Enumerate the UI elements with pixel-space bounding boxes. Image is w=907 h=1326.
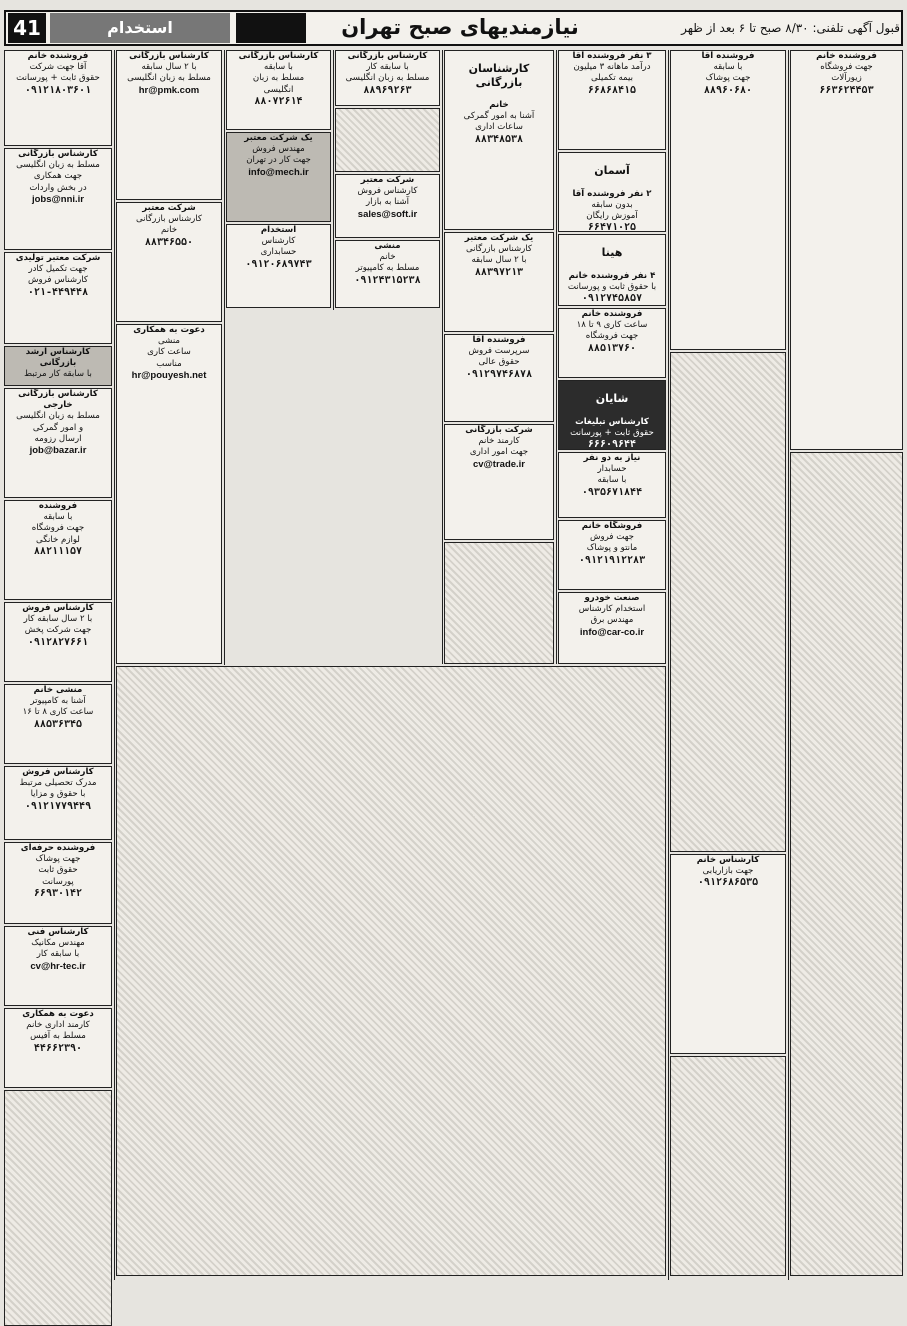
ad-filler — [444, 542, 554, 664]
ad — [335, 240, 440, 308]
ad-text: جهت فروشگاه — [820, 62, 873, 73]
ad-text: ۴ نفر فروشنده خانم — [568, 270, 656, 281]
ad-text: کارشناس ارشد — [25, 347, 91, 357]
ad-text: فروشگاه خانم — [581, 521, 643, 531]
ad-contact[interactable]: ۸۸۵۱۳۷۶۰ — [587, 342, 637, 354]
title: نیازمندیهای صبح تهران — [341, 15, 579, 39]
ad-text: درآمد ماهانه ۳ میلیون — [573, 62, 651, 73]
ad-contact[interactable]: cv@trade.ir — [472, 458, 526, 470]
ad-text: حقوق عالی — [478, 357, 520, 368]
ad — [226, 224, 331, 308]
ad — [4, 842, 112, 924]
ad-contact[interactable]: ۰۹۱۲۰۶۸۹۷۴۳ — [245, 258, 312, 270]
ad-contact[interactable]: ۶۶۶۰۹۶۴۴ — [587, 438, 637, 450]
ad-text: بیمه تکمیلی — [591, 73, 633, 84]
ad-filler — [670, 1056, 786, 1276]
ad-text: جهت تکمیل کادر — [28, 264, 88, 275]
ad-text: پورسانت — [42, 876, 74, 887]
ad-text: با سابقه — [43, 512, 73, 523]
ad — [4, 1008, 112, 1088]
ad-text: فروشنده خانم — [581, 309, 643, 319]
handshake-logo — [236, 13, 306, 43]
ad-text: آموزش رایگان — [586, 210, 638, 221]
ad-contact[interactable]: ۰۹۱۲۱۷۷۹۴۴۹ — [24, 800, 92, 812]
ad-text: ۲ نفر فروشنده آقا — [572, 188, 652, 199]
ad-contact[interactable]: ۶۶۴۷۱۰۲۵ — [587, 222, 637, 232]
ad-contact[interactable]: ۰۹۱۲۹۷۴۶۸۷۸ — [465, 368, 533, 380]
ad-text: شرکت بازرگانی — [465, 425, 533, 435]
ad — [444, 424, 554, 540]
ad-filler — [670, 352, 786, 852]
ad-text: با حقوق و مزایا — [30, 789, 86, 800]
ad-text: مسلط به آفیس — [30, 1031, 86, 1042]
ad — [226, 50, 331, 130]
ad-contact[interactable]: hr@pouyesh.net — [131, 369, 207, 381]
ad-text: منشی خانم — [33, 685, 83, 695]
ad-filler — [4, 1090, 112, 1326]
ad-text: کارشناس خانم — [696, 855, 760, 865]
ad-contact[interactable]: ۸۸۹۶۰۶۸۰ — [703, 84, 753, 96]
ad-text: با سابقه — [713, 62, 743, 73]
ad-text: خانم — [160, 225, 178, 236]
ad — [116, 202, 222, 322]
ad-text: کارشناس بازرگانی — [129, 51, 209, 61]
ad — [558, 308, 666, 378]
ad-text: خانم — [379, 252, 396, 263]
ad-text: ساعت کاری ۸ تا ۱۶ — [22, 707, 94, 718]
section-label: استخدام — [50, 13, 230, 43]
ad-text: ساعت کاری — [147, 347, 191, 358]
column-5 — [226, 50, 331, 308]
ad-text: ارسال رزومه — [34, 433, 82, 444]
ad-text: فروشنده آقا — [472, 335, 526, 345]
ad-contact[interactable]: ۸۸۳۴۶۵۵۰ — [144, 236, 194, 248]
ad — [670, 854, 786, 1054]
ad — [226, 132, 331, 222]
ad-text: نیاز به دو نفر — [583, 453, 641, 463]
ad-text: با ۲ سال سابقه کار — [23, 614, 93, 625]
ad-text: دعوت به همکاری — [22, 1009, 94, 1019]
ad — [558, 50, 666, 150]
ad — [4, 252, 112, 344]
ad-contact[interactable]: info@car-co.ir — [579, 626, 645, 638]
ad-text: کارشناس فروش — [28, 275, 88, 286]
ad — [335, 50, 440, 106]
ad — [4, 500, 112, 600]
ad-text: کارشناس — [261, 236, 296, 247]
column-2 — [558, 50, 666, 664]
ad-text: مهندس فروش — [252, 144, 305, 155]
ad-text: شرکت معتبر — [142, 203, 196, 213]
ad-contact[interactable]: jobs@nni.ir — [31, 193, 84, 205]
ad-text: کارشناس فروش — [22, 603, 94, 613]
ad-text: مانتو و پوشاک — [586, 543, 638, 554]
ad-contact[interactable]: ۸۸۲۱۱۱۵۷ — [33, 545, 83, 557]
ad — [444, 232, 554, 332]
ad-text: مناسب — [156, 358, 182, 369]
ad-text: منشی — [374, 241, 401, 251]
ad — [4, 148, 112, 250]
ad — [558, 234, 666, 306]
ad-text: جهت بازاریابی — [702, 866, 754, 877]
ad-text: زیورآلات — [831, 73, 862, 84]
column-3 — [444, 50, 554, 664]
ad-text: با سابقه — [264, 62, 293, 73]
ad-text: با سابقه کار — [36, 949, 80, 960]
ad-contact[interactable]: ۰۹۱۲۴۳۱۵۲۳۸ — [354, 274, 421, 286]
ad-text: فروشنده — [38, 501, 78, 511]
ad-text: سرپرست فروش — [468, 346, 530, 357]
left-column — [4, 50, 112, 1276]
ad-text: دعوت به همکاری — [133, 325, 205, 335]
ad-text: کارشناس فروش — [22, 767, 94, 777]
ad-text: ساعت کاری ۹ تا ۱۸ — [576, 320, 648, 331]
ad-filler — [335, 108, 440, 172]
ad — [4, 602, 112, 682]
ad-text: لوازم خانگی — [36, 534, 80, 545]
ad-text: حقوق ثابت + پورسانت — [16, 73, 100, 84]
ad-text: مسلط به زبان انگلیسی — [16, 411, 100, 422]
ad — [558, 520, 666, 590]
ad-text: ۳ نفر فروشنده آقا — [572, 51, 652, 61]
ad-text: شرکت معتبر تولیدی — [15, 253, 101, 263]
ad — [4, 766, 112, 840]
ad-text: انگلیسی — [263, 84, 294, 95]
ad-text: آشنا به بازار — [366, 197, 409, 208]
ad-text: جهت پوشاک — [705, 73, 751, 84]
ad-text: کارشناس بازرگانی خارجی — [18, 389, 98, 411]
ad-text: بدون سابقه — [591, 199, 633, 210]
ad-text: با سابقه کار — [366, 62, 409, 73]
ad-text: مسلط به زبان — [252, 73, 305, 84]
ad-text: جهت پوشاک — [35, 854, 81, 865]
ad-text: کارشناس فروش — [357, 186, 418, 197]
ad — [4, 926, 112, 1006]
ad-text: مدرک تحصیلی مرتبط — [19, 778, 97, 789]
ad-text: جهت شرکت پخش — [24, 625, 92, 636]
ad-contact[interactable]: ۸۸۹۶۹۲۶۳ — [363, 84, 412, 96]
ad-text: ساعات اداری — [475, 122, 523, 133]
column-0 — [790, 50, 903, 1276]
ad-text: فروشنده آقا — [701, 51, 755, 61]
ad-text: فروشنده خانم — [27, 51, 89, 61]
ad-text: جهت فروشگاه — [31, 523, 85, 534]
ad-text: جهت فروشگاه — [585, 331, 639, 342]
ad — [670, 50, 786, 350]
ad-text: یک شرکت معتبر — [244, 133, 313, 143]
ad-text: حسابدار — [597, 464, 627, 475]
ad-text: کارشناسان بازرگانی — [468, 62, 530, 89]
ad-text: مهندس برق — [590, 615, 634, 626]
ad-text: کارشناس بازرگانی — [135, 214, 203, 225]
column-1 — [670, 50, 786, 1276]
ad-text: یک شرکت معتبر — [464, 233, 534, 243]
ad-contact[interactable]: ۸۸۵۳۶۳۴۵ — [33, 718, 83, 730]
ad-text: حسابداری — [260, 247, 297, 258]
lower-ad-block — [116, 666, 666, 1276]
ad-contact[interactable]: ۰۹۱۲۸۲۷۶۶۱ — [27, 636, 89, 648]
ad-text: حقوق ثابت — [38, 865, 78, 876]
ad — [116, 50, 222, 200]
ad — [444, 334, 554, 422]
ad-text: فروشنده حرفه‌ای — [20, 843, 96, 853]
ad-text: مسلط به زبان انگلیسی — [16, 160, 100, 171]
ad-contact[interactable]: ۸۸۳۴۸۵۳۸ — [474, 133, 524, 145]
column-6 — [116, 50, 222, 664]
ad-text: کارمند اداری خانم — [26, 1020, 90, 1031]
ad-text: صنعت خودرو — [584, 593, 640, 603]
ad-text: با ۲ سال سابقه — [471, 255, 527, 266]
ad-filler — [790, 452, 903, 1276]
ad-contact[interactable]: ۶۶۳۶۲۴۴۵۳ — [819, 84, 874, 96]
ad-contact[interactable]: ۴۴۶۶۲۳۹۰ — [33, 1042, 83, 1054]
ad-contact[interactable]: sales@soft.ir — [357, 208, 418, 220]
ad-text: مسلط به کامپیوتر — [355, 263, 420, 274]
ad-contact[interactable]: info@mech.ir — [248, 166, 309, 178]
ad-contact[interactable]: cv@hr-tec.ir — [30, 960, 86, 972]
ad-text: کارشناس تبلیغات — [575, 416, 649, 427]
ad-text: با سابقه کار مرتبط — [24, 369, 92, 380]
ad-text: جهت امور اداری — [469, 447, 529, 458]
ad-contact[interactable]: ۰۹۱۲۷۴۵۸۵۷ — [581, 292, 643, 304]
ad-text: بازرگانی — [39, 358, 77, 369]
ad-contact[interactable]: ۸۸۰۷۲۶۱۴ — [254, 95, 303, 107]
ad-text: مسلط به زبان انگلیسی — [127, 73, 211, 84]
ad — [558, 380, 666, 450]
ad — [4, 50, 112, 146]
ad-contact[interactable]: ۰۹۱۲۱۹۱۲۲۸۳ — [578, 554, 646, 566]
ad-text: آقا جهت شرکت — [29, 62, 87, 73]
ad-text: کارشناس بازرگانی — [465, 244, 533, 255]
ad-text: شرکت معتبر — [360, 175, 415, 185]
ad — [4, 388, 112, 498]
ad-contact[interactable]: ۸۸۳۹۷۲۱۳ — [474, 266, 524, 278]
phone-info: قبول آگهی تلفنی: ۸/۳۰ صبح تا ۶ بعد از ظهر — [681, 21, 900, 35]
ad-text: کارشناس فنی — [27, 927, 89, 937]
ad — [558, 452, 666, 518]
ad-text: جهت کار در تهران — [246, 155, 311, 166]
ad-text: کارشناس بازرگانی — [18, 149, 98, 159]
ad-text: کارمند خانم — [478, 436, 520, 447]
ad-contact[interactable]: hr@pmk.com — [138, 84, 200, 96]
ad-text: در بخش واردات — [29, 182, 87, 193]
ad-text: حقوق ثابت + پورسانت — [570, 427, 654, 438]
ad — [558, 592, 666, 664]
ad — [4, 684, 112, 764]
ad-text: جهت همکاری — [33, 171, 83, 182]
ad-text: با ۲ سال سابقه — [141, 62, 197, 73]
ad-contact[interactable]: ۰۹۳۵۶۷۱۸۴۴ — [581, 486, 643, 498]
ad-text: کارشناس بازرگانی — [238, 51, 319, 61]
ad-text: آسمان — [594, 164, 630, 177]
ad — [558, 152, 666, 232]
ad — [4, 346, 112, 386]
ad-contact[interactable]: ۶۶۸۶۸۴۱۵ — [587, 84, 637, 96]
ad — [790, 50, 903, 450]
ad-contact[interactable]: ۶۶۹۳۰۱۴۲ — [33, 887, 83, 899]
ad-contact[interactable]: job@bazar.ir — [29, 445, 87, 457]
ad-contact[interactable]: ۰۹۱۲۶۸۶۵۳۵ — [697, 877, 759, 889]
ad-text: فروشنده خانم — [816, 51, 877, 61]
ad-text: خانم — [489, 100, 509, 110]
ad-text: و امور گمرکی — [32, 422, 84, 433]
ad-text: شایان — [595, 392, 629, 405]
ad-text: کارشناس بازرگانی — [347, 51, 428, 61]
ad-text: استخدام کارشناس — [578, 604, 646, 615]
ad — [116, 324, 222, 664]
ad-text: استخدام — [260, 225, 297, 235]
page-number: 41 — [8, 13, 46, 43]
ad-text: با سابقه — [597, 475, 627, 486]
ad-contact[interactable]: ۰۲۱-۴۴۹۴۴۸ — [27, 286, 89, 298]
ad — [335, 174, 440, 238]
ad-text: آشنا به امور گمرکی — [463, 111, 535, 122]
ad-text: منشی — [157, 336, 181, 347]
column-4 — [335, 50, 440, 308]
ad-text: مهندس مکانیک — [31, 938, 85, 949]
ad-text: جهت فروش — [590, 532, 634, 543]
ad-text: مسلط به زبان انگلیسی — [345, 73, 430, 84]
ad-contact[interactable]: ۰۹۱۲۱۸۰۳۶۰۱ — [24, 84, 92, 96]
ad-text: با حقوق ثابت و پورسانت — [567, 281, 657, 292]
ad — [444, 50, 554, 230]
ad-text: آشنا به کامپیوتر — [30, 696, 86, 707]
ad-text: هینا — [601, 246, 623, 259]
